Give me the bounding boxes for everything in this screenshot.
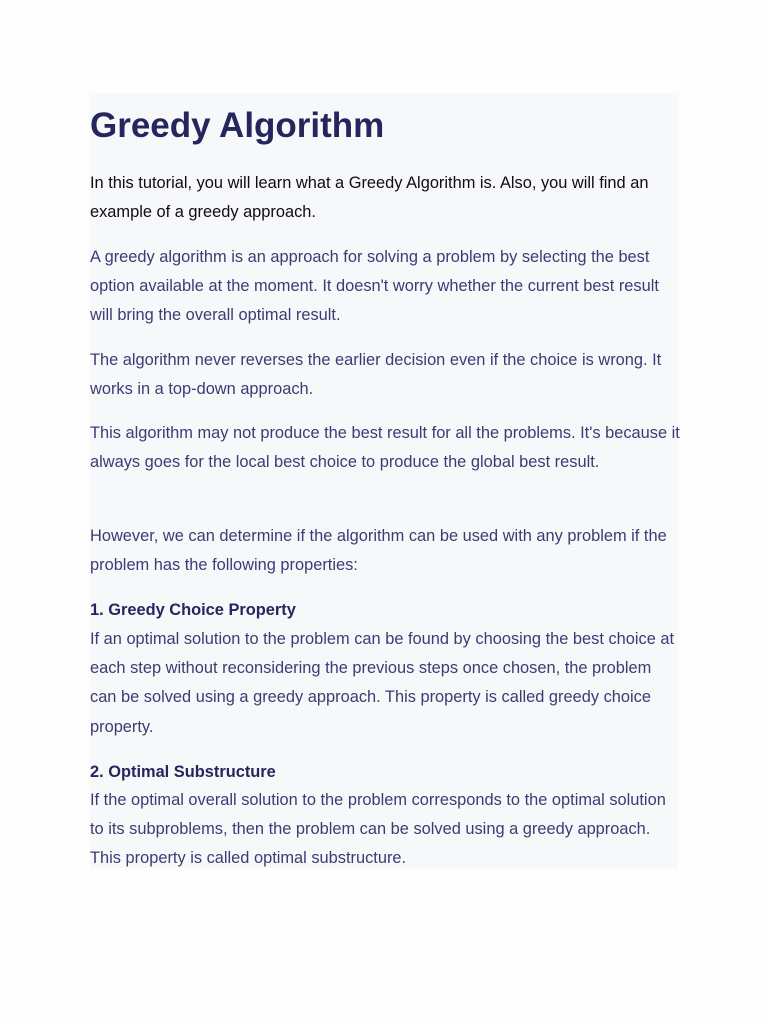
optimal-substructure-heading: 2. Optimal Substructure (90, 763, 276, 781)
greedy-choice-property-heading: 1. Greedy Choice Property (90, 601, 296, 619)
page-title: Greedy Algorithm (90, 106, 385, 145)
optimal-substructure-text: If the optimal overall solution to the problem corresponds to the optimal solution to its subproblems, then the problem can be solved using a greedy approach. This property is called optimal substructure. (90, 791, 666, 868)
greedy-choice-property-text: If an optimal solution to the problem can be found by choosing the best choice at each step without reconsidering the previous steps once chosen, the problem can be solved using a greedy approach. This property is called greedy choice property. (90, 630, 675, 736)
properties-intro-paragraph: However, we can determine if the algorithm can be used with any problem if the problem has the following properties: (90, 527, 667, 575)
intro-paragraph: In this tutorial, you will learn what a Greedy Algorithm is. Also, you will find an example of a greedy approach. (90, 174, 649, 222)
definition-paragraph: A greedy algorithm is an approach for solving a problem by selecting the best option available at the moment. It doesn't worry whether the current best result will bring the overall optimal result. (90, 248, 659, 325)
decision-paragraph: The algorithm never reverses the earlier decision even if the choice is wrong. It works in a top-down approach. (90, 351, 662, 399)
limitation-paragraph: This algorithm may not produce the best result for all the problems. It's because it always goes for the local best choice to produce the global best result. (90, 424, 680, 472)
